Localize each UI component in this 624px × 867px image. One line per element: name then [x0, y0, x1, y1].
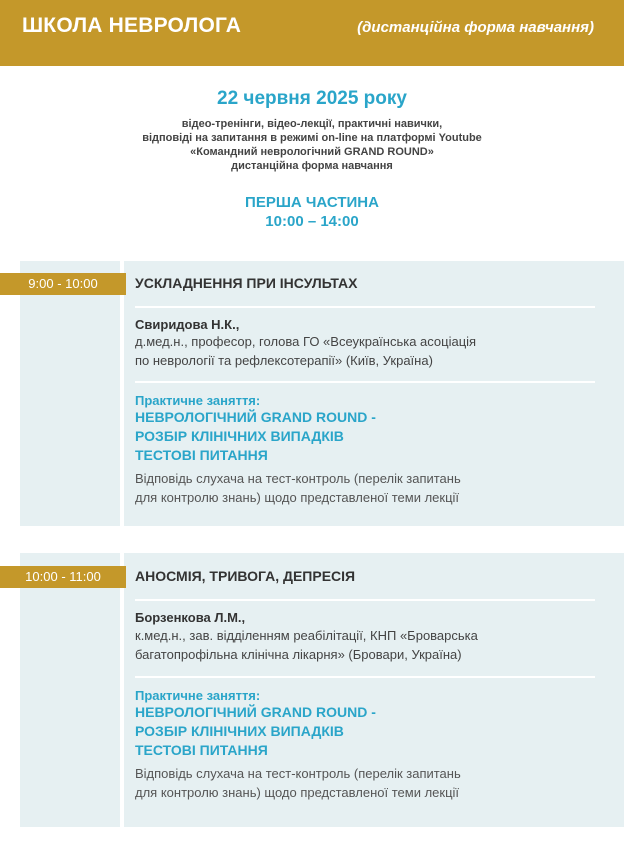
practical-title — [135, 703, 376, 760]
intro-line: відео-тренінги, відео-лекції, практичні навички, — [181, 118, 443, 130]
page-title: ШКОЛА НЕВРОЛОГА — [22, 14, 242, 37]
session-topic: УСКЛАДНЕННЯ ПРИ ІНСУЛЬТАХ — [135, 275, 358, 291]
practical-title-line: ТЕСТОВІ ПИТАННЯ — [135, 742, 268, 758]
page-subtitle: (дистанційна форма навчання) — [357, 19, 594, 36]
practical-description — [135, 764, 605, 802]
speaker-info — [135, 626, 605, 664]
event-intro — [0, 117, 624, 173]
intro-line: «Командний неврологічний GRAND ROUND» — [190, 146, 434, 158]
speaker-info-line: к.мед.н., зав. відділенням реабілітації, КНП «Броварська — [135, 628, 478, 643]
part-heading — [0, 193, 624, 231]
practical-title — [135, 408, 376, 465]
session-separator — [135, 599, 595, 601]
practical-label: Практичне заняття: — [135, 393, 261, 408]
practical-title-line: РОЗБІР КЛІНІЧНИХ ВИПАДКІВ — [135, 723, 344, 739]
page-header — [0, 0, 624, 66]
session-time: 9:00 - 10:00 — [0, 273, 126, 295]
session-divider — [120, 553, 124, 827]
practical-title-line: НЕВРОЛОГІЧНИЙ GRAND ROUND - — [135, 409, 376, 425]
practical-title-line: НЕВРОЛОГІЧНИЙ GRAND ROUND - — [135, 704, 376, 720]
speaker-info-line: по неврології та рефлексотерапії» (Київ, Україна) — [135, 353, 433, 368]
speaker-info-line: багатопрофільна клінічна лікарня» (Бровари, Україна) — [135, 647, 462, 662]
practical-label: Практичне заняття: — [135, 688, 261, 703]
practical-description — [135, 469, 605, 507]
part-time: 10:00 – 14:00 — [265, 213, 359, 230]
speaker-info — [135, 332, 605, 370]
practical-title-line: РОЗБІР КЛІНІЧНИХ ВИПАДКІВ — [135, 428, 344, 444]
session-separator — [135, 306, 595, 308]
description-line: Відповідь слухача на тест-контроль (перелік запитань — [135, 766, 461, 781]
session-divider — [120, 261, 124, 526]
session-separator — [135, 381, 595, 383]
description-line: для контролю знань) щодо представленої теми лекції — [135, 490, 460, 505]
part-name: ПЕРША ЧАСТИНА — [245, 194, 379, 211]
session-separator — [135, 676, 595, 678]
session-time: 10:00 - 11:00 — [0, 566, 126, 588]
intro-line: відповіді на запитання в режимі on-line на платформі Youtube — [142, 132, 482, 144]
description-line: для контролю знань) щодо представленої теми лекції — [135, 785, 460, 800]
event-date: 22 червня 2025 року — [217, 88, 407, 109]
session-topic: АНОСМІЯ, ТРИВОГА, ДЕПРЕСІЯ — [135, 568, 356, 584]
speaker-name: Свиридова Н.К., — [135, 317, 240, 332]
intro-line: дистанційна форма навчання — [231, 160, 393, 172]
practical-title-line: ТЕСТОВІ ПИТАННЯ — [135, 447, 268, 463]
speaker-name: Борзенкова Л.М., — [135, 610, 246, 625]
speaker-info-line: д.мед.н., професор, голова ГО «Всеукраїнська асоціація — [135, 334, 477, 349]
description-line: Відповідь слухача на тест-контроль (перелік запитань — [135, 471, 461, 486]
